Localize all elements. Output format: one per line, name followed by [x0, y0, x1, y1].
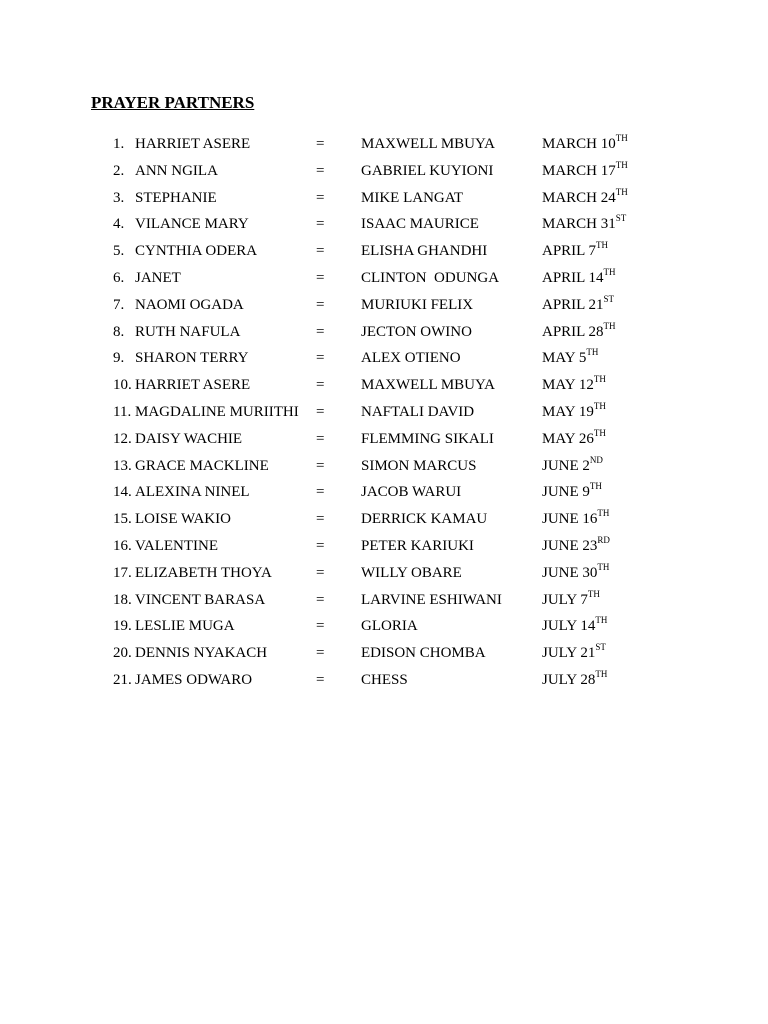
prayer-date-text: APRIL 7	[542, 243, 597, 260]
date-ordinal-suffix: TH	[596, 240, 609, 251]
equals-separator: =	[316, 377, 325, 394]
list-item	[0, 213, 768, 240]
list-item	[0, 481, 768, 508]
date-ordinal-suffix: TH	[589, 481, 602, 492]
prayer-date	[542, 322, 616, 342]
partner-name: JACOB WARUI	[361, 484, 462, 501]
list-item	[0, 240, 768, 267]
partner-name: GABRIEL KUYIONI	[361, 162, 494, 179]
item-number: 13.	[113, 457, 132, 474]
prayer-date-text: APRIL 28	[542, 323, 604, 340]
item-number: 20.	[113, 645, 132, 662]
member-name: ANN NGILA	[135, 162, 218, 179]
member-name: HARRIET ASERE	[135, 136, 251, 152]
equals-separator: =	[316, 296, 325, 313]
prayer-date	[542, 134, 628, 154]
prayer-date	[542, 214, 626, 234]
date-ordinal-suffix: ND	[589, 454, 603, 465]
partner-name: JECTON OWINO	[361, 323, 472, 340]
item-number: 10.	[113, 377, 132, 394]
member-name: DENNIS NYAKACH	[135, 645, 268, 662]
member-name: DAISY WACHIE	[135, 430, 243, 447]
equals-separator: =	[316, 189, 325, 206]
equals-separator: =	[316, 269, 325, 286]
date-ordinal-suffix: TH	[593, 427, 606, 438]
equals-separator: =	[316, 484, 325, 501]
list-item	[0, 321, 768, 348]
partner-name: PETER KARIUKI	[361, 537, 474, 554]
prayer-date	[542, 268, 616, 288]
equals-separator: =	[316, 243, 325, 260]
item-number: 2.	[113, 162, 125, 179]
item-number: 16.	[113, 537, 132, 554]
list-item	[0, 294, 768, 321]
equals-separator: =	[316, 136, 325, 152]
prayer-date	[542, 509, 609, 529]
equals-separator: =	[316, 511, 325, 528]
item-number: 7.	[113, 296, 125, 313]
prayer-date-text: JUNE 9	[542, 484, 590, 501]
equals-separator: =	[316, 430, 325, 447]
prayer-date	[542, 482, 602, 502]
partner-name: CHESS	[361, 671, 408, 688]
member-name: LESLIE MUGA	[135, 618, 235, 635]
item-number: 14.	[113, 484, 132, 501]
prayer-date-text: MAY 19	[542, 403, 594, 420]
item-number: 5.	[113, 243, 125, 260]
prayer-partner-list	[0, 133, 768, 696]
member-name: VILANCE MARY	[135, 216, 249, 233]
date-ordinal-suffix: TH	[597, 508, 610, 519]
date-ordinal-suffix: ST	[615, 213, 627, 224]
list-item	[0, 669, 768, 696]
member-name: STEPHANIE	[135, 189, 217, 206]
partner-name: LARVINE ESHIWANI	[361, 591, 502, 608]
prayer-date	[542, 643, 606, 663]
member-name: NAOMI OGADA	[135, 296, 244, 313]
date-ordinal-suffix: TH	[587, 588, 600, 599]
prayer-date-text: JULY 21	[542, 645, 596, 662]
member-name: ALEXINA NINEL	[135, 484, 250, 501]
member-name: RUTH NAFULA	[135, 323, 241, 340]
date-ordinal-suffix: TH	[615, 186, 628, 197]
prayer-date	[542, 616, 607, 636]
prayer-date-text: JUNE 16	[542, 511, 598, 528]
equals-separator: =	[316, 350, 325, 367]
item-number: 15.	[113, 511, 132, 528]
list-item	[0, 160, 768, 187]
date-ordinal-suffix: TH	[595, 668, 608, 679]
item-number: 21.	[113, 671, 132, 688]
prayer-date-text: MARCH 24	[542, 189, 616, 206]
list-item	[0, 401, 768, 428]
list-item	[0, 187, 768, 214]
partner-name: WILLY OBARE	[361, 564, 462, 581]
prayer-date	[542, 241, 608, 261]
item-number: 1.	[113, 136, 125, 152]
equals-separator: =	[316, 162, 325, 179]
prayer-date-text: MAY 12	[542, 377, 594, 394]
list-item	[0, 347, 768, 374]
item-number: 19.	[113, 618, 132, 635]
list-item	[0, 267, 768, 294]
member-name: MAGDALINE MURIITHI	[135, 403, 299, 420]
equals-separator: =	[316, 457, 325, 474]
date-ordinal-suffix: TH	[586, 347, 599, 358]
date-ordinal-suffix: TH	[615, 159, 628, 170]
equals-separator: =	[316, 645, 325, 662]
partner-name: MURIUKI FELIX	[361, 296, 474, 313]
item-number: 9.	[113, 350, 125, 367]
member-name: GRACE MACKLINE	[135, 457, 269, 474]
prayer-date-text: APRIL 21	[542, 296, 604, 313]
item-number: 8.	[113, 323, 125, 340]
equals-separator: =	[316, 403, 325, 420]
member-name: JANET	[135, 269, 181, 286]
list-item	[0, 535, 768, 562]
prayer-date	[542, 348, 598, 368]
equals-separator: =	[316, 671, 325, 688]
date-ordinal-suffix: TH	[595, 615, 608, 626]
date-ordinal-suffix: TH	[593, 374, 606, 385]
partner-name: MAXWELL MBUYA	[361, 136, 496, 152]
date-ordinal-suffix: TH	[597, 561, 610, 572]
list-item	[0, 133, 768, 160]
partner-name: EDISON CHOMBA	[361, 645, 486, 662]
list-item	[0, 455, 768, 482]
partner-name: MAXWELL MBUYA	[361, 377, 496, 394]
prayer-date-text: JUNE 23	[542, 537, 598, 554]
prayer-date	[542, 375, 606, 395]
prayer-date-text: MARCH 31	[542, 216, 616, 233]
page-title: PRAYER PARTNERS	[91, 93, 255, 112]
equals-separator: =	[316, 564, 325, 581]
member-name: JAMES ODWARO	[135, 671, 253, 688]
item-number: 3.	[113, 189, 125, 206]
list-item	[0, 589, 768, 616]
prayer-date-text: JULY 14	[542, 618, 596, 635]
partner-name: ALEX OTIENO	[361, 350, 461, 367]
partner-name: SIMON MARCUS	[361, 457, 477, 474]
prayer-date-text: MARCH 17	[542, 162, 616, 179]
partner-name: FLEMMING SIKALI	[361, 430, 494, 447]
date-ordinal-suffix: RD	[597, 534, 610, 545]
list-item	[0, 428, 768, 455]
date-ordinal-suffix: TH	[603, 320, 616, 331]
list-item	[0, 642, 768, 669]
list-item	[0, 562, 768, 589]
item-number: 11.	[113, 403, 132, 420]
list-item	[0, 615, 768, 642]
prayer-date	[542, 456, 603, 476]
member-name: SHARON TERRY	[135, 350, 249, 367]
list-item	[0, 374, 768, 401]
date-ordinal-suffix: TH	[603, 266, 616, 277]
member-name: CYNTHIA ODERA	[135, 243, 258, 260]
prayer-date	[542, 536, 610, 556]
equals-separator: =	[316, 537, 325, 554]
equals-separator: =	[316, 323, 325, 340]
member-name: HARRIET ASERE	[135, 377, 251, 394]
prayer-date-text: JULY 28	[542, 671, 596, 688]
date-ordinal-suffix: TH	[615, 133, 628, 143]
partner-name: ELISHA GHANDHI	[361, 243, 488, 260]
prayer-date	[542, 563, 609, 583]
equals-separator: =	[316, 591, 325, 608]
prayer-date	[542, 670, 607, 690]
member-name: LOISE WAKIO	[135, 511, 231, 528]
prayer-date	[542, 161, 628, 181]
equals-separator: =	[316, 216, 325, 233]
member-name: ELIZABETH THOYA	[135, 564, 272, 581]
item-number: 18.	[113, 591, 132, 608]
prayer-date-text: JUNE 30	[542, 564, 598, 581]
equals-separator: =	[316, 618, 325, 635]
item-number: 6.	[113, 269, 125, 286]
prayer-date-text: MAY 5	[542, 350, 587, 367]
prayer-date-text: MARCH 10	[542, 136, 616, 152]
item-number: 4.	[113, 216, 125, 233]
date-ordinal-suffix: TH	[593, 400, 606, 411]
date-ordinal-suffix: ST	[603, 293, 615, 304]
prayer-date-text: MAY 26	[542, 430, 594, 447]
partner-name: DERRICK KAMAU	[361, 511, 488, 528]
prayer-date	[542, 188, 628, 208]
partner-name: CLINTON ODUNGA	[361, 269, 500, 286]
prayer-date	[542, 429, 606, 449]
partner-name: MIKE LANGAT	[361, 189, 464, 206]
prayer-date	[542, 590, 600, 610]
partner-name: GLORIA	[361, 618, 418, 635]
item-number: 12.	[113, 430, 132, 447]
prayer-date	[542, 295, 614, 315]
member-name: VALENTINE	[135, 537, 219, 554]
item-number: 17.	[113, 564, 132, 581]
prayer-date	[542, 402, 606, 422]
date-ordinal-suffix: ST	[595, 642, 606, 653]
partner-name: ISAAC MAURICE	[361, 216, 479, 233]
prayer-date-text: JULY 7	[542, 591, 588, 608]
list-item	[0, 508, 768, 535]
member-name: VINCENT BARASA	[135, 591, 266, 608]
prayer-date-text: JUNE 2	[542, 457, 590, 474]
prayer-date-text: APRIL 14	[542, 269, 604, 286]
partner-name: NAFTALI DAVID	[361, 403, 475, 420]
